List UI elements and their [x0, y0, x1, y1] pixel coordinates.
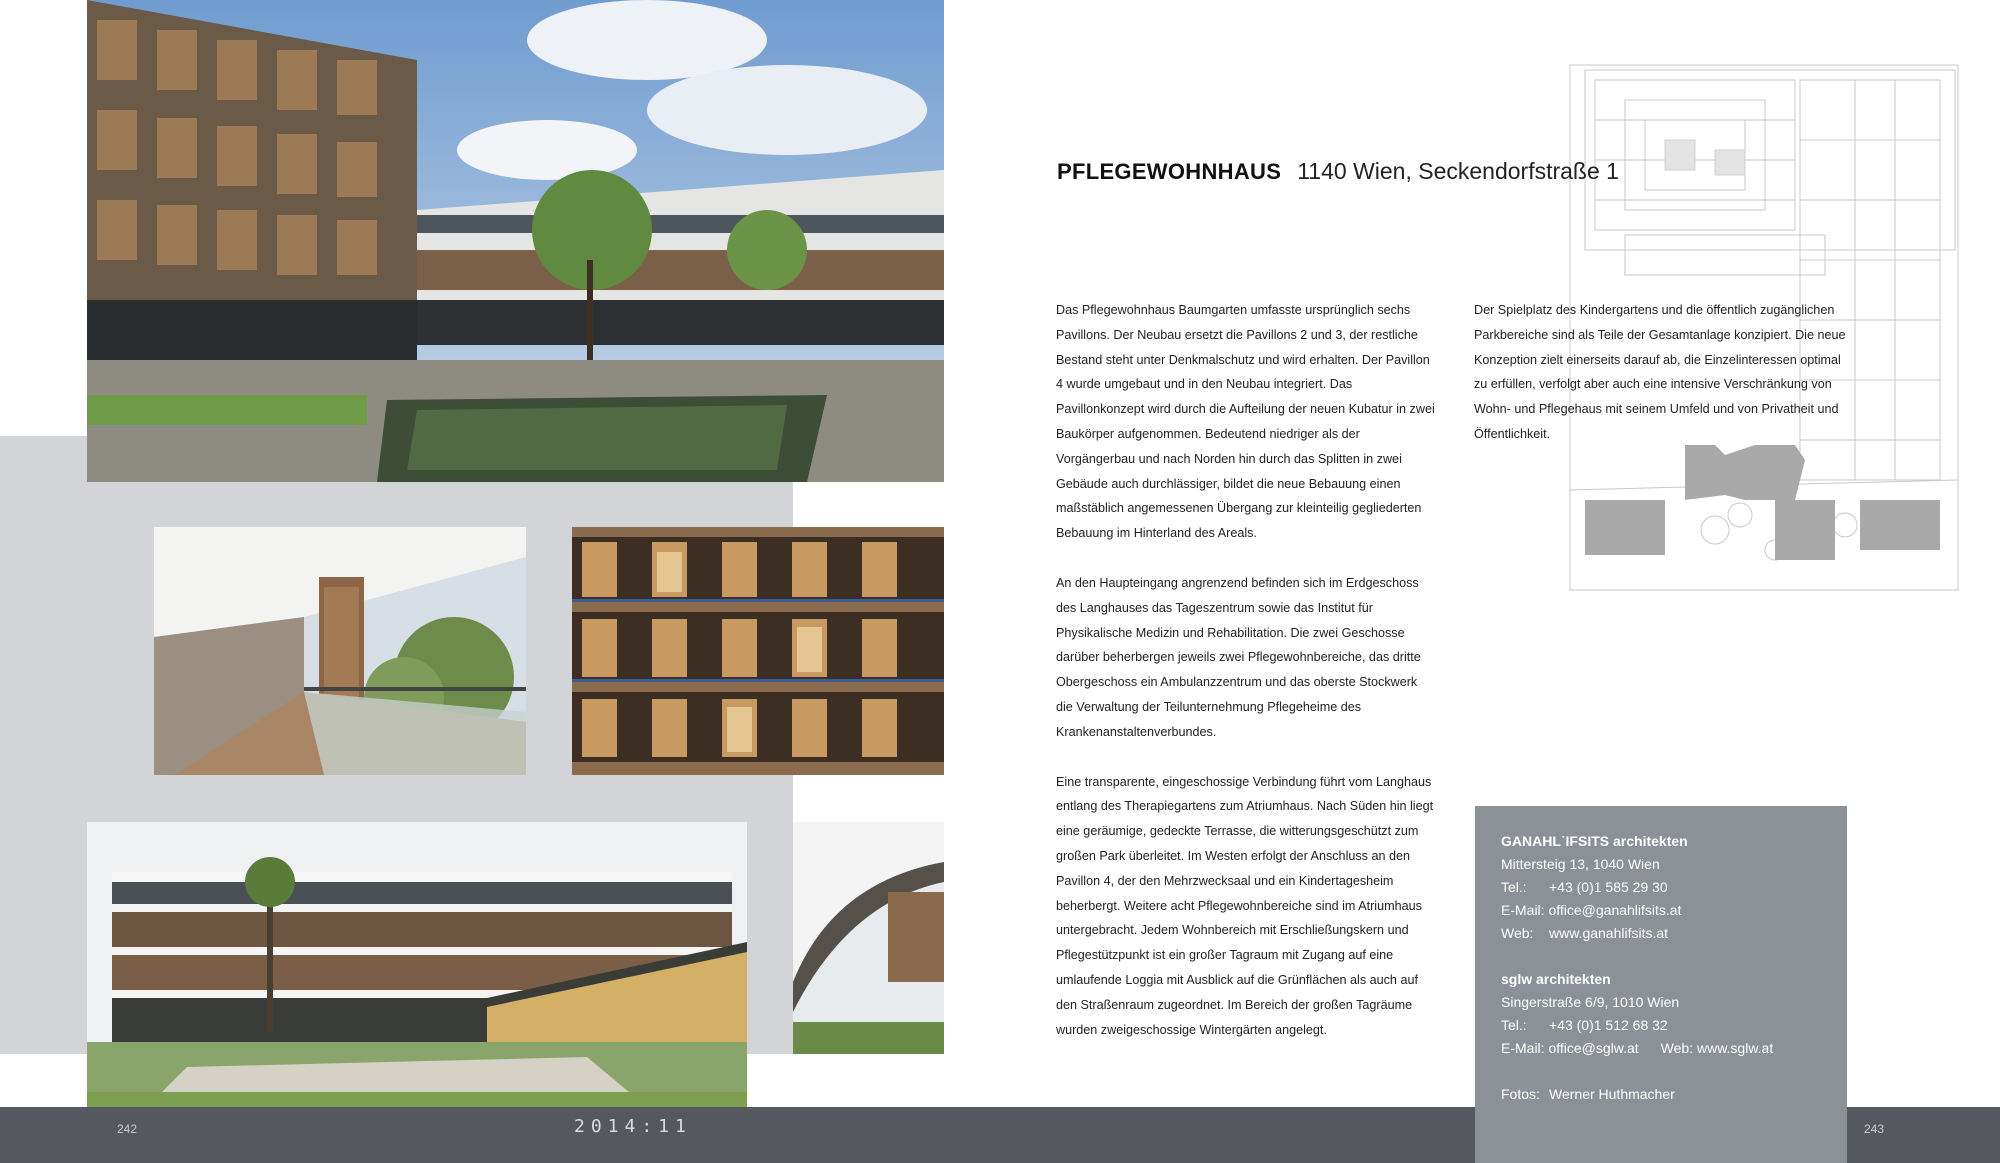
issue-label: 2014:11 — [574, 1116, 692, 1137]
title-address: 1140 Wien, Seckendorfstraße 1 — [1297, 158, 1619, 184]
architect-credits-box — [1475, 806, 1847, 1163]
paragraph: Eine transparente, eingeschossige Verbindung führt vom Langhaus entlang des Therapiegartens zum Atriumhaus. Nach Süden hin liegt eine geräumige, gedeckte Terrasse, die witterungsgeschützt zum großen Park überleitet. Im Westen erfolgt der Anschluss an den Pavillon 4, der den Mehrzwecksaal und ein Kindertagesheim beherbergt. Weitere acht Pflegewohnbereiche sind im Atriumhaus untergebracht. Jedem Wohnbereich mit Erschließungskern und Pflegestützpunkt ist ein großer Tagraum mit Zugang auf eine umlaufende Loggia mit Ausblick auf die Grünflächen als auch auf den Straßenraum zugeordnet. Im Bereich der großen Tagräume wurden zweigeschossige Wintergärten angelegt. — [1056, 774, 1434, 1037]
paragraph: Das Pflegewohnhaus Baumgarten umfasste ursprünglich sechs Pavillons. Der Neubau ersetzt die Pavillons 2 und 3, der restliche Bestand steht unter Denkmalschutz und wird erhalten. Der Pavillon 4 wurde umgebaut und in den Neubau integriert. Das Pavillonkonzept wird durch die Aufteilung der neuen Kubatur in zwei Baukörper aufgenommen. Bedeutend niedriger als der Vorgängerbau und nach Norden hin durch das Splitten in zwei Gebäude auch durchlässiger, bildet die neue Bebauung einen maßstäblich angemessenen Übergang zur kleinteilig gegliederten Bebauung im Hinterland des Areals. — [1056, 303, 1435, 541]
page-number-left: 242 — [117, 1122, 138, 1136]
firm2-contact: E-Mail: office@sglw.at Web: www.sglw.at — [1501, 1040, 1774, 1056]
page-number-right: 243 — [1864, 1122, 1885, 1136]
body-column-right — [1474, 298, 1852, 472]
firm1-web: Web: www.ganahlifsits.at — [1501, 925, 1669, 941]
firm1-email: E-Mail: office@ganahlifsits.at — [1501, 902, 1682, 918]
photo-courtyard-pond — [87, 0, 944, 482]
paragraph: An den Haupteingang angrenzend befinden sich im Erdgeschoss des Langhauses das Tageszentrum sowie das Institut für Physikalische Medizin und Rehabilitation. Die zwei Geschosse darüber beherbergen jeweils zwei Pflegewohnbereiche, das dritte Obergeschoss ein Ambulanzzentrum und das oberste Stockwerk die Verwaltung der Teilunternehmung Pflegeheime des Krankenanstaltenverbundes. — [1056, 575, 1421, 739]
firm2-address: Singerstraße 6/9, 1010 Wien — [1501, 994, 1680, 1010]
firm1-name: GANAHL˙IFSITS architekten — [1501, 833, 1688, 849]
firm2-name: sglw architekten — [1501, 971, 1611, 987]
photo-facade-windows — [572, 527, 944, 775]
firm1-address: Mittersteig 13, 1040 Wien — [1501, 856, 1660, 872]
title-heading: PFLEGEWOHNHAUS — [1057, 159, 1282, 184]
photo-credit: Fotos: Werner Huthmacher — [1501, 1086, 1675, 1102]
photo-balcony-terrace — [154, 527, 526, 775]
article-title — [1057, 158, 1619, 185]
firm1-tel: Tel.: +43 (0)1 585 29 30 — [1501, 879, 1668, 895]
body-column-left — [1056, 298, 1436, 1067]
photo-building-exterior — [87, 822, 747, 1107]
photo-curved-facade — [793, 822, 944, 1054]
paragraph: Der Spielplatz des Kindergartens und die öffentlich zugänglichen Parkbereiche sind als Teile der Gesamtanlage konzipiert. Die neue Konzeption zielt einerseits darauf ab, die Einzelinteressen optimal zu erfüllen, verfolgt aber auch eine intensive Verschränkung von Wohn- und Pflegehaus mit seinem Umfeld und von Privatheit und Öffentlichkeit. — [1474, 303, 1846, 441]
firm2-tel: Tel.: +43 (0)1 512 68 32 — [1501, 1017, 1668, 1033]
